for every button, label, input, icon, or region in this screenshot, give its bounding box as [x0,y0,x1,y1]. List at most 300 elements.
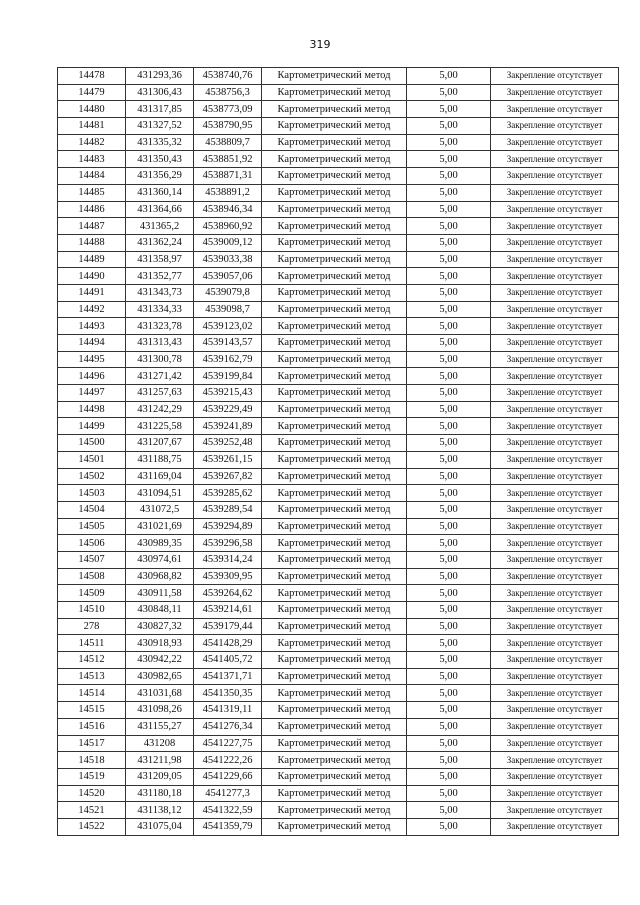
table-row [58,718,619,735]
x-coordinate-cell: 431356,29 [126,168,194,185]
fixing-description-cell: Закрепление отсутствует [491,568,619,585]
table-row [58,585,619,602]
method-cell: Картометрический метод [262,151,407,168]
accuracy-cell: 5,00 [407,652,491,669]
method-cell: Картометрический метод [262,451,407,468]
y-coordinate-cell: 4538773,09 [194,101,262,118]
y-coordinate-cell: 4538960,92 [194,218,262,235]
x-coordinate-cell: 431360,14 [126,184,194,201]
table-row [58,151,619,168]
y-coordinate-cell: 4539294,89 [194,518,262,535]
point-number-cell: 14492 [58,301,126,318]
fixing-description-cell: Закрепление отсутствует [491,118,619,135]
x-coordinate-cell: 431180,18 [126,785,194,802]
fixing-description-cell: Закрепление отсутствует [491,251,619,268]
fixing-description-cell: Закрепление отсутствует [491,652,619,669]
accuracy-cell: 5,00 [407,635,491,652]
point-number-cell: 14488 [58,234,126,251]
fixing-description-cell: Закрепление отсутствует [491,785,619,802]
fixing-description-cell: Закрепление отсутствует [491,585,619,602]
y-coordinate-cell: 4539079,8 [194,284,262,301]
point-number-cell: 14497 [58,385,126,402]
fixing-description-cell: Закрепление отсутствует [491,752,619,769]
y-coordinate-cell: 4541371,71 [194,668,262,685]
y-coordinate-cell: 4539214,61 [194,602,262,619]
x-coordinate-cell: 431300,78 [126,351,194,368]
table-row [58,568,619,585]
accuracy-cell: 5,00 [407,168,491,185]
table-row [58,535,619,552]
method-cell: Картометрический метод [262,368,407,385]
method-cell: Картометрический метод [262,201,407,218]
table-row [58,101,619,118]
x-coordinate-cell: 431225,58 [126,418,194,435]
x-coordinate-cell: 431362,24 [126,234,194,251]
x-coordinate-cell: 431208 [126,735,194,752]
accuracy-cell: 5,00 [407,435,491,452]
method-cell: Картометрический метод [262,485,407,502]
point-number-cell: 14482 [58,134,126,151]
fixing-description-cell: Закрепление отсутствует [491,818,619,835]
table-row [58,635,619,652]
method-cell: Картометрический метод [262,818,407,835]
method-cell: Картометрический метод [262,518,407,535]
y-coordinate-cell: 4541322,59 [194,802,262,819]
accuracy-cell: 5,00 [407,718,491,735]
accuracy-cell: 5,00 [407,602,491,619]
method-cell: Картометрический метод [262,535,407,552]
method-cell: Картометрический метод [262,118,407,135]
table-row [58,335,619,352]
x-coordinate-cell: 430942,22 [126,652,194,669]
fixing-description-cell: Закрепление отсутствует [491,268,619,285]
accuracy-cell: 5,00 [407,818,491,835]
method-cell: Картометрический метод [262,234,407,251]
accuracy-cell: 5,00 [407,451,491,468]
y-coordinate-cell: 4541276,34 [194,718,262,735]
x-coordinate-cell: 431335,32 [126,134,194,151]
table-row [58,468,619,485]
x-coordinate-cell: 430848,11 [126,602,194,619]
point-number-cell: 14522 [58,818,126,835]
point-number-cell: 14486 [58,201,126,218]
x-coordinate-cell: 431155,27 [126,718,194,735]
table-row [58,368,619,385]
method-cell: Картометрический метод [262,351,407,368]
fixing-description-cell: Закрепление отсутствует [491,718,619,735]
accuracy-cell: 5,00 [407,184,491,201]
y-coordinate-cell: 4541222,26 [194,752,262,769]
method-cell: Картометрический метод [262,335,407,352]
accuracy-cell: 5,00 [407,668,491,685]
point-number-cell: 14483 [58,151,126,168]
point-number-cell: 14501 [58,451,126,468]
accuracy-cell: 5,00 [407,485,491,502]
method-cell: Картометрический метод [262,551,407,568]
point-number-cell: 14480 [58,101,126,118]
fixing-description-cell: Закрепление отсутствует [491,134,619,151]
fixing-description-cell: Закрепление отсутствует [491,485,619,502]
method-cell: Картометрический метод [262,218,407,235]
fixing-description-cell: Закрепление отсутствует [491,351,619,368]
y-coordinate-cell: 4539057,06 [194,268,262,285]
table-row [58,602,619,619]
fixing-description-cell: Закрепление отсутствует [491,385,619,402]
fixing-description-cell: Закрепление отсутствует [491,551,619,568]
method-cell: Картометрический метод [262,668,407,685]
point-number-cell: 14499 [58,418,126,435]
method-cell: Картометрический метод [262,268,407,285]
accuracy-cell: 5,00 [407,585,491,602]
x-coordinate-cell: 431327,52 [126,118,194,135]
fixing-description-cell: Закрепление отсутствует [491,368,619,385]
table-row [58,485,619,502]
point-number-cell: 14503 [58,485,126,502]
accuracy-cell: 5,00 [407,401,491,418]
x-coordinate-cell: 431242,29 [126,401,194,418]
table-row [58,351,619,368]
point-number-cell: 14511 [58,635,126,652]
accuracy-cell: 5,00 [407,118,491,135]
method-cell: Картометрический метод [262,768,407,785]
table-row [58,251,619,268]
y-coordinate-cell: 4541229,66 [194,768,262,785]
table-row [58,652,619,669]
table-row [58,752,619,769]
fixing-description-cell: Закрепление отсутствует [491,84,619,101]
fixing-description-cell: Закрепление отсутствует [491,602,619,619]
y-coordinate-cell: 4539179,44 [194,618,262,635]
fixing-description-cell: Закрепление отсутствует [491,768,619,785]
y-coordinate-cell: 4538946,34 [194,201,262,218]
table-row [58,501,619,518]
method-cell: Картометрический метод [262,568,407,585]
y-coordinate-cell: 4539123,02 [194,318,262,335]
y-coordinate-cell: 4539143,57 [194,335,262,352]
table-row [58,118,619,135]
accuracy-cell: 5,00 [407,802,491,819]
point-number-cell: 14484 [58,168,126,185]
method-cell: Картометрический метод [262,802,407,819]
point-number-cell: 14505 [58,518,126,535]
method-cell: Картометрический метод [262,685,407,702]
method-cell: Картометрический метод [262,652,407,669]
point-number-cell: 14504 [58,501,126,518]
x-coordinate-cell: 431075,04 [126,818,194,835]
table-row [58,785,619,802]
fixing-description-cell: Закрепление отсутствует [491,518,619,535]
table-row [58,685,619,702]
point-number-cell: 14506 [58,535,126,552]
y-coordinate-cell: 4539296,58 [194,535,262,552]
x-coordinate-cell: 431350,43 [126,151,194,168]
fixing-description-cell: Закрепление отсутствует [491,418,619,435]
table-row [58,284,619,301]
x-coordinate-cell: 431271,42 [126,368,194,385]
point-number-cell: 14481 [58,118,126,135]
table-row [58,618,619,635]
y-coordinate-cell: 4541428,29 [194,635,262,652]
point-number-cell: 14478 [58,68,126,85]
fixing-description-cell: Закрепление отсутствует [491,501,619,518]
y-coordinate-cell: 4539229,49 [194,401,262,418]
fixing-description-cell: Закрепление отсутствует [491,802,619,819]
accuracy-cell: 5,00 [407,218,491,235]
x-coordinate-cell: 431021,69 [126,518,194,535]
method-cell: Картометрический метод [262,184,407,201]
x-coordinate-cell: 431209,05 [126,768,194,785]
point-number-cell: 14507 [58,551,126,568]
y-coordinate-cell: 4538851,92 [194,151,262,168]
x-coordinate-cell: 430974,61 [126,551,194,568]
accuracy-cell: 5,00 [407,418,491,435]
point-number-cell: 14487 [58,218,126,235]
fixing-description-cell: Закрепление отсутствует [491,401,619,418]
method-cell: Картометрический метод [262,284,407,301]
accuracy-cell: 5,00 [407,518,491,535]
fixing-description-cell: Закрепление отсутствует [491,301,619,318]
x-coordinate-cell: 431293,36 [126,68,194,85]
method-cell: Картометрический метод [262,735,407,752]
table-row [58,385,619,402]
x-coordinate-cell: 431323,78 [126,318,194,335]
y-coordinate-cell: 4539033,38 [194,251,262,268]
fixing-description-cell: Закрепление отсутствует [491,284,619,301]
method-cell: Картометрический метод [262,702,407,719]
x-coordinate-cell: 431098,26 [126,702,194,719]
accuracy-cell: 5,00 [407,251,491,268]
x-coordinate-cell: 431358,97 [126,251,194,268]
y-coordinate-cell: 4538740,76 [194,68,262,85]
fixing-description-cell: Закрепление отсутствует [491,68,619,85]
accuracy-cell: 5,00 [407,785,491,802]
y-coordinate-cell: 4539285,62 [194,485,262,502]
fixing-description-cell: Закрепление отсутствует [491,618,619,635]
table-row [58,184,619,201]
table-row [58,802,619,819]
point-number-cell: 14495 [58,351,126,368]
fixing-description-cell: Закрепление отсутствует [491,184,619,201]
coordinates-table [57,67,619,836]
point-number-cell: 14485 [58,184,126,201]
table-row [58,168,619,185]
accuracy-cell: 5,00 [407,335,491,352]
fixing-description-cell: Закрепление отсутствует [491,201,619,218]
x-coordinate-cell: 431169,04 [126,468,194,485]
point-number-cell: 14510 [58,602,126,619]
fixing-description-cell: Закрепление отсутствует [491,451,619,468]
y-coordinate-cell: 4538891,2 [194,184,262,201]
x-coordinate-cell: 430982,65 [126,668,194,685]
x-coordinate-cell: 430968,82 [126,568,194,585]
accuracy-cell: 5,00 [407,84,491,101]
point-number-cell: 14508 [58,568,126,585]
y-coordinate-cell: 4541405,72 [194,652,262,669]
y-coordinate-cell: 4539009,12 [194,234,262,251]
accuracy-cell: 5,00 [407,318,491,335]
y-coordinate-cell: 4539267,82 [194,468,262,485]
y-coordinate-cell: 4541350,35 [194,685,262,702]
point-number-cell: 14512 [58,652,126,669]
accuracy-cell: 5,00 [407,268,491,285]
table-row [58,218,619,235]
accuracy-cell: 5,00 [407,568,491,585]
fixing-description-cell: Закрепление отсутствует [491,101,619,118]
method-cell: Картометрический метод [262,168,407,185]
method-cell: Картометрический метод [262,468,407,485]
method-cell: Картометрический метод [262,585,407,602]
table-row [58,768,619,785]
fixing-description-cell: Закрепление отсутствует [491,468,619,485]
point-number-cell: 14521 [58,802,126,819]
x-coordinate-cell: 431188,75 [126,451,194,468]
x-coordinate-cell: 430989,35 [126,535,194,552]
method-cell: Картометрический метод [262,68,407,85]
y-coordinate-cell: 4539289,54 [194,501,262,518]
method-cell: Картометрический метод [262,318,407,335]
method-cell: Картометрический метод [262,84,407,101]
y-coordinate-cell: 4539264,62 [194,585,262,602]
y-coordinate-cell: 4539098,7 [194,301,262,318]
y-coordinate-cell: 4541319,11 [194,702,262,719]
point-number-cell: 14496 [58,368,126,385]
accuracy-cell: 5,00 [407,685,491,702]
point-number-cell: 14518 [58,752,126,769]
y-coordinate-cell: 4538756,3 [194,84,262,101]
y-coordinate-cell: 4539199,84 [194,368,262,385]
point-number-cell: 14500 [58,435,126,452]
fixing-description-cell: Закрепление отсутствует [491,668,619,685]
accuracy-cell: 5,00 [407,702,491,719]
point-number-cell: 14520 [58,785,126,802]
x-coordinate-cell: 431138,12 [126,802,194,819]
table-row [58,435,619,452]
accuracy-cell: 5,00 [407,768,491,785]
fixing-description-cell: Закрепление отсутствует [491,685,619,702]
table-row [58,818,619,835]
x-coordinate-cell: 431306,43 [126,84,194,101]
method-cell: Картометрический метод [262,752,407,769]
point-number-cell: 14479 [58,84,126,101]
point-number-cell: 14502 [58,468,126,485]
method-cell: Картометрический метод [262,401,407,418]
point-number-cell: 14494 [58,335,126,352]
point-number-cell: 14489 [58,251,126,268]
point-number-cell: 14509 [58,585,126,602]
fixing-description-cell: Закрепление отсутствует [491,318,619,335]
table-row [58,318,619,335]
accuracy-cell: 5,00 [407,351,491,368]
point-number-cell: 14491 [58,284,126,301]
accuracy-cell: 5,00 [407,752,491,769]
fixing-description-cell: Закрепление отсутствует [491,234,619,251]
table-row [58,401,619,418]
table-row [58,301,619,318]
fixing-description-cell: Закрепление отсутствует [491,168,619,185]
x-coordinate-cell: 431364,66 [126,201,194,218]
method-cell: Картометрический метод [262,134,407,151]
fixing-description-cell: Закрепление отсутствует [491,435,619,452]
table-row [58,451,619,468]
method-cell: Картометрический метод [262,602,407,619]
point-number-cell: 14513 [58,668,126,685]
x-coordinate-cell: 431313,43 [126,335,194,352]
table-row [58,68,619,85]
point-number-cell: 14498 [58,401,126,418]
point-number-cell: 278 [58,618,126,635]
point-number-cell: 14517 [58,735,126,752]
accuracy-cell: 5,00 [407,301,491,318]
method-cell: Картометрический метод [262,718,407,735]
method-cell: Картометрический метод [262,618,407,635]
y-coordinate-cell: 4539241,89 [194,418,262,435]
x-coordinate-cell: 431317,85 [126,101,194,118]
accuracy-cell: 5,00 [407,101,491,118]
method-cell: Картометрический метод [262,251,407,268]
method-cell: Картометрический метод [262,385,407,402]
method-cell: Картометрический метод [262,301,407,318]
x-coordinate-cell: 431072,5 [126,501,194,518]
y-coordinate-cell: 4541277,3 [194,785,262,802]
fixing-description-cell: Закрепление отсутствует [491,735,619,752]
accuracy-cell: 5,00 [407,501,491,518]
x-coordinate-cell: 430827,32 [126,618,194,635]
method-cell: Картометрический метод [262,635,407,652]
x-coordinate-cell: 431207,67 [126,435,194,452]
table-body [58,68,619,836]
x-coordinate-cell: 430918,93 [126,635,194,652]
fixing-description-cell: Закрепление отсутствует [491,702,619,719]
y-coordinate-cell: 4539162,79 [194,351,262,368]
accuracy-cell: 5,00 [407,68,491,85]
table-row [58,418,619,435]
accuracy-cell: 5,00 [407,551,491,568]
method-cell: Картометрический метод [262,435,407,452]
method-cell: Картометрический метод [262,501,407,518]
accuracy-cell: 5,00 [407,134,491,151]
x-coordinate-cell: 430911,58 [126,585,194,602]
fixing-description-cell: Закрепление отсутствует [491,151,619,168]
point-number-cell: 14493 [58,318,126,335]
x-coordinate-cell: 431094,51 [126,485,194,502]
y-coordinate-cell: 4538871,31 [194,168,262,185]
point-number-cell: 14515 [58,702,126,719]
y-coordinate-cell: 4538790,95 [194,118,262,135]
fixing-description-cell: Закрепление отсутствует [491,535,619,552]
method-cell: Картометрический метод [262,785,407,802]
x-coordinate-cell: 431031,68 [126,685,194,702]
table-row [58,551,619,568]
accuracy-cell: 5,00 [407,234,491,251]
fixing-description-cell: Закрепление отсутствует [491,635,619,652]
x-coordinate-cell: 431365,2 [126,218,194,235]
method-cell: Картометрический метод [262,418,407,435]
x-coordinate-cell: 431211,98 [126,752,194,769]
y-coordinate-cell: 4539261,15 [194,451,262,468]
method-cell: Картометрический метод [262,101,407,118]
fixing-description-cell: Закрепление отсутствует [491,218,619,235]
accuracy-cell: 5,00 [407,735,491,752]
y-coordinate-cell: 4541359,79 [194,818,262,835]
accuracy-cell: 5,00 [407,368,491,385]
y-coordinate-cell: 4538809,7 [194,134,262,151]
y-coordinate-cell: 4539314,24 [194,551,262,568]
accuracy-cell: 5,00 [407,201,491,218]
table-row [58,702,619,719]
y-coordinate-cell: 4539309,95 [194,568,262,585]
table-row [58,234,619,251]
table-row [58,518,619,535]
